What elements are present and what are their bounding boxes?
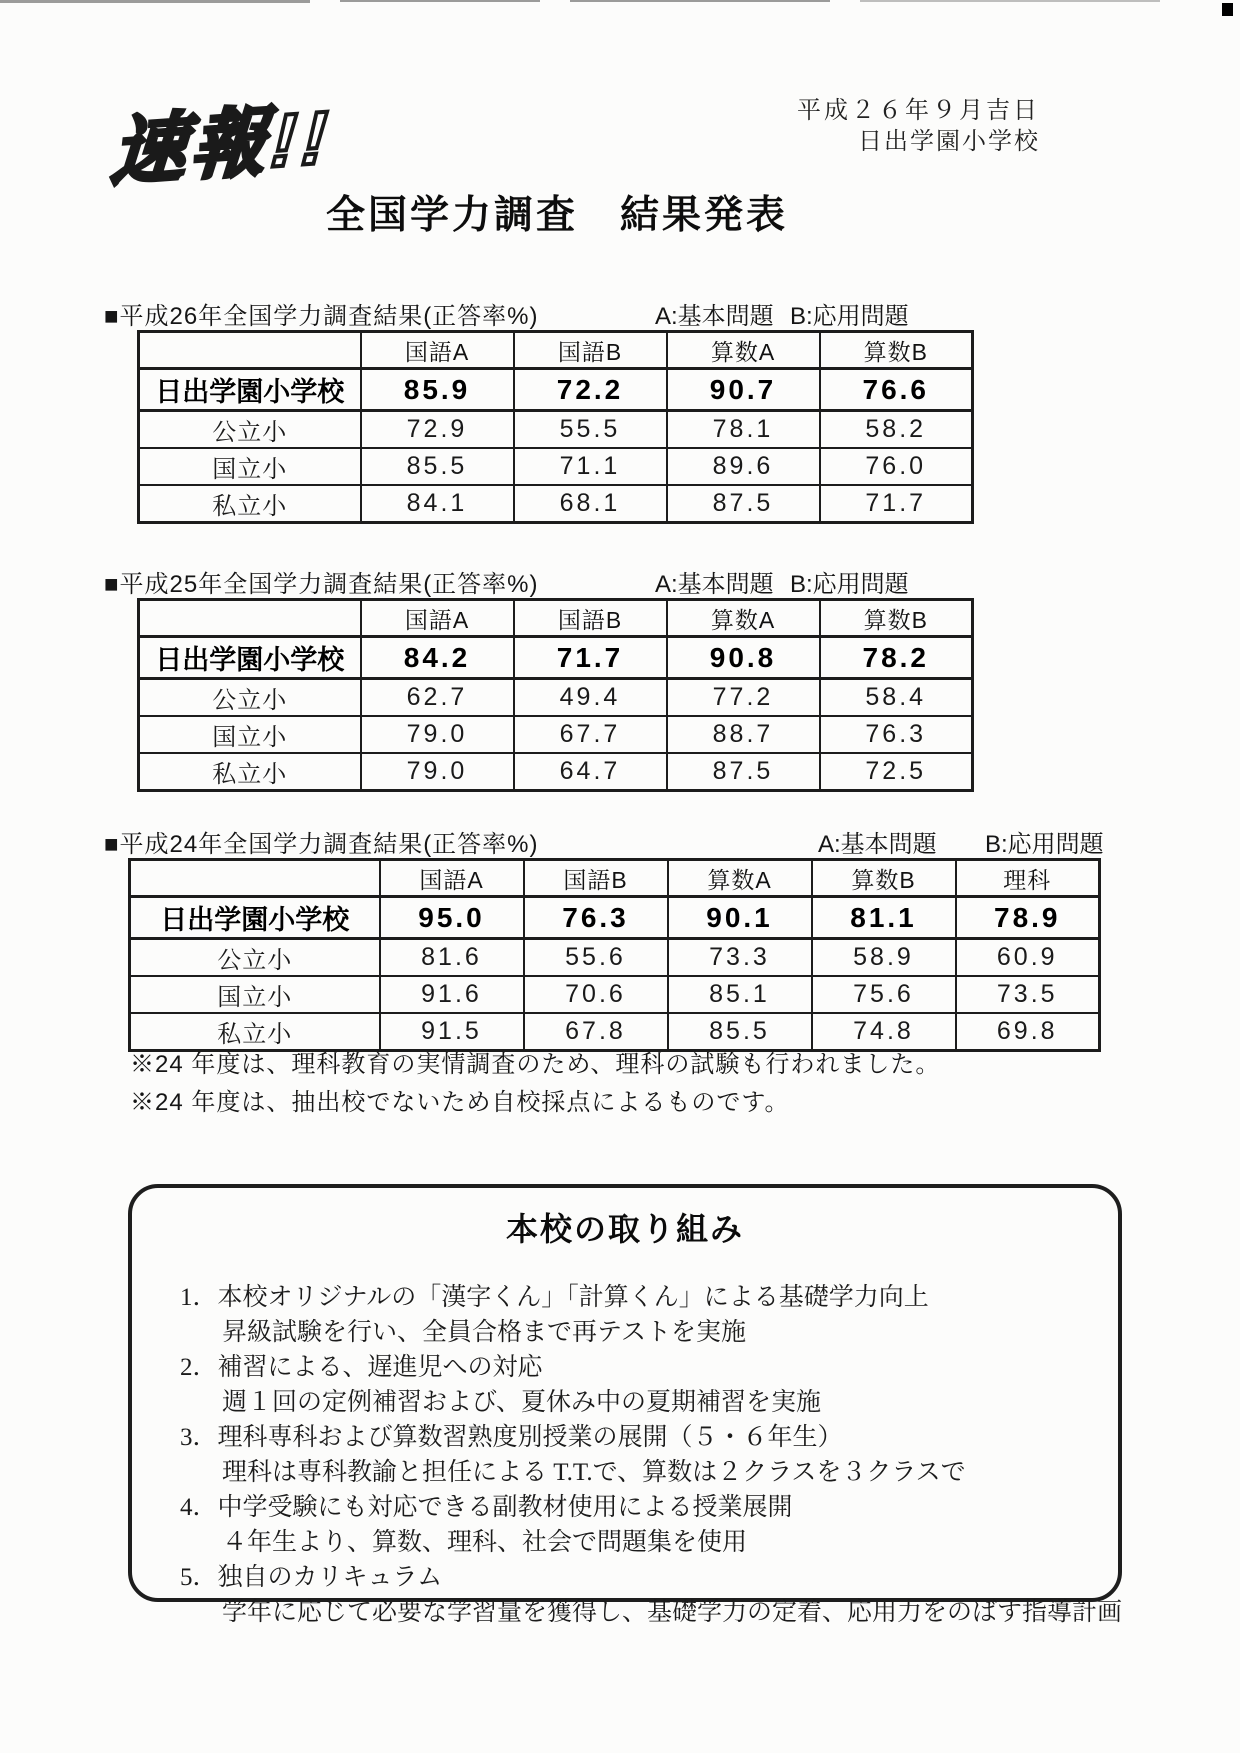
score-cell: 71.7 bbox=[514, 637, 667, 679]
score-table-h26 bbox=[137, 330, 974, 524]
sokuho-logo: 速報!! bbox=[108, 95, 336, 195]
row-label: 公立小 bbox=[139, 679, 361, 717]
score-cell: 72.9 bbox=[361, 411, 514, 449]
score-cell: 75.6 bbox=[812, 976, 956, 1013]
caption-text: ■平成24年全国学力調査結果(正答率%) bbox=[104, 831, 539, 858]
table-row bbox=[130, 939, 1100, 977]
score-cell: 64.7 bbox=[514, 753, 667, 791]
score-cell: 55.5 bbox=[514, 411, 667, 449]
score-cell: 81.1 bbox=[812, 897, 956, 939]
score-cell: 62.7 bbox=[361, 679, 514, 717]
score-cell: 90.1 bbox=[668, 897, 812, 939]
table-row bbox=[139, 411, 973, 449]
column-header: 算数A bbox=[668, 860, 812, 897]
score-cell: 67.8 bbox=[524, 1013, 668, 1051]
row-label: 私立小 bbox=[139, 753, 361, 791]
score-cell: 85.5 bbox=[668, 1013, 812, 1051]
caption-text: ■平成26年全国学力調査結果(正答率%) bbox=[104, 303, 539, 330]
column-header: 国語A bbox=[361, 332, 514, 369]
score-cell: 71.1 bbox=[514, 448, 667, 485]
score-table-h25 bbox=[137, 598, 974, 792]
table-row bbox=[130, 897, 1100, 939]
legend-basic: A:基本問題 bbox=[655, 571, 774, 598]
initiative-sub: 昇級試験を行い、全員合格まで再テストを実施 bbox=[222, 1319, 747, 1346]
column-header: 国語B bbox=[514, 332, 667, 369]
initiative-sub: 理科は専科教諭と担任による T.T.で、算数は２クラスを３クラスで bbox=[222, 1459, 966, 1486]
score-cell: 84.1 bbox=[361, 485, 514, 523]
score-cell: 79.0 bbox=[361, 753, 514, 791]
initiative-item bbox=[180, 1420, 1088, 1490]
score-cell: 78.9 bbox=[956, 897, 1100, 939]
column-header: 国語A bbox=[380, 860, 524, 897]
legend-applied: B:応用問題 bbox=[985, 831, 1104, 858]
column-header: 国語B bbox=[514, 600, 667, 637]
table-caption-h24 bbox=[0, 824, 1240, 858]
score-cell: 76.6 bbox=[820, 369, 973, 411]
column-header: 国語A bbox=[361, 600, 514, 637]
score-cell: 91.5 bbox=[380, 1013, 524, 1051]
initiative-item bbox=[180, 1490, 1088, 1560]
score-cell: 55.6 bbox=[524, 939, 668, 977]
scan-artifact bbox=[1222, 3, 1233, 16]
score-cell: 81.6 bbox=[380, 939, 524, 977]
score-cell: 87.5 bbox=[667, 485, 820, 523]
footnote-line: ※24 年度は、抽出校でないため自校採点によるものです。 bbox=[130, 1089, 790, 1116]
table-row bbox=[139, 679, 973, 717]
scan-artifact bbox=[340, 0, 540, 2]
score-cell: 49.4 bbox=[514, 679, 667, 717]
score-cell: 87.5 bbox=[667, 753, 820, 791]
initiative-item bbox=[180, 1350, 1088, 1420]
column-header bbox=[139, 332, 361, 369]
score-cell: 85.1 bbox=[668, 976, 812, 1013]
scan-artifact bbox=[570, 0, 830, 2]
score-table-h24 bbox=[128, 858, 1101, 1052]
row-label: 私立小 bbox=[139, 485, 361, 523]
table-row bbox=[139, 448, 973, 485]
legend-applied: B:応用問題 bbox=[790, 303, 909, 330]
page-title: 全国学力調査 結果発表 bbox=[325, 194, 788, 237]
row-label: 公立小 bbox=[139, 411, 361, 449]
score-cell: 77.2 bbox=[667, 679, 820, 717]
column-header: 算数B bbox=[820, 332, 973, 369]
scan-artifact bbox=[860, 0, 1160, 2]
score-cell: 89.6 bbox=[667, 448, 820, 485]
table-row bbox=[130, 976, 1100, 1013]
header-row bbox=[139, 332, 973, 369]
column-header bbox=[139, 600, 361, 637]
caption-text: ■平成25年全国学力調査結果(正答率%) bbox=[104, 571, 539, 598]
score-cell: 68.1 bbox=[514, 485, 667, 523]
score-cell: 58.9 bbox=[812, 939, 956, 977]
table-row bbox=[139, 637, 973, 679]
initiative-head: 5．独自のカリキュラム bbox=[180, 1564, 443, 1591]
column-header: 理科 bbox=[956, 860, 1100, 897]
column-header bbox=[130, 860, 380, 897]
score-cell: 72.2 bbox=[514, 369, 667, 411]
score-cell: 73.3 bbox=[668, 939, 812, 977]
row-label: 国立小 bbox=[139, 448, 361, 485]
score-cell: 91.6 bbox=[380, 976, 524, 1013]
row-label: 私立小 bbox=[130, 1013, 380, 1051]
initiatives-list bbox=[180, 1280, 1123, 1630]
initiative-sub: 週１回の定例補習および、夏休み中の夏期補習を実施 bbox=[222, 1389, 822, 1416]
score-cell: 70.6 bbox=[524, 976, 668, 1013]
score-cell: 79.0 bbox=[361, 716, 514, 753]
row-label: 日出学園小学校 bbox=[139, 369, 361, 411]
legend-applied: B:応用問題 bbox=[790, 571, 909, 598]
score-cell: 67.7 bbox=[514, 716, 667, 753]
score-cell: 76.3 bbox=[820, 716, 973, 753]
masthead bbox=[797, 96, 1040, 158]
score-cell: 69.8 bbox=[956, 1013, 1100, 1051]
school-name: 日出学園小学校 bbox=[858, 129, 1040, 155]
score-cell: 76.3 bbox=[524, 897, 668, 939]
initiative-head: 3．理科専科および算数習熟度別授業の展開（５・６年生） bbox=[180, 1424, 843, 1451]
score-cell: 72.5 bbox=[820, 753, 973, 791]
initiative-item bbox=[180, 1560, 1123, 1630]
table-caption-h26 bbox=[0, 296, 1240, 330]
column-header: 算数B bbox=[820, 600, 973, 637]
table-row bbox=[139, 716, 973, 753]
score-cell: 90.7 bbox=[667, 369, 820, 411]
legend-basic: A:基本問題 bbox=[818, 831, 937, 858]
column-header: 算数B bbox=[812, 860, 956, 897]
legend-basic: A:基本問題 bbox=[655, 303, 774, 330]
score-cell: 78.2 bbox=[820, 637, 973, 679]
score-cell: 85.5 bbox=[361, 448, 514, 485]
initiative-sub: ４年生より、算数、理科、社会で問題集を使用 bbox=[222, 1529, 748, 1556]
score-cell: 84.2 bbox=[361, 637, 514, 679]
table-caption-h25 bbox=[0, 564, 1240, 598]
score-cell: 60.9 bbox=[956, 939, 1100, 977]
row-label: 国立小 bbox=[130, 976, 380, 1013]
table-row bbox=[139, 753, 973, 791]
table-row bbox=[130, 1013, 1100, 1051]
initiative-head: 1．本校オリジナルの「漢字くん」「計算くん」による基礎学力向上 bbox=[180, 1284, 929, 1311]
score-cell: 88.7 bbox=[667, 716, 820, 753]
initiative-head: 4．中学受験にも対応できる副教材使用による授業展開 bbox=[180, 1494, 793, 1521]
score-cell: 73.5 bbox=[956, 976, 1100, 1013]
score-cell: 76.0 bbox=[820, 448, 973, 485]
initiative-item bbox=[180, 1280, 1088, 1350]
score-cell: 71.7 bbox=[820, 485, 973, 523]
header-row bbox=[139, 600, 973, 637]
score-cell: 58.4 bbox=[820, 679, 973, 717]
table-row bbox=[139, 369, 973, 411]
header-row bbox=[130, 860, 1100, 897]
column-header: 算数A bbox=[667, 600, 820, 637]
row-label: 公立小 bbox=[130, 939, 380, 977]
score-cell: 58.2 bbox=[820, 411, 973, 449]
table-row bbox=[139, 485, 973, 523]
initiative-head: 2．補習による、遅進児への対応 bbox=[180, 1354, 543, 1381]
scan-artifact bbox=[0, 0, 310, 3]
row-label: 日出学園小学校 bbox=[130, 897, 380, 939]
score-cell: 85.9 bbox=[361, 369, 514, 411]
column-header: 国語B bbox=[524, 860, 668, 897]
issue-date: 平成２６年９月吉日 bbox=[797, 98, 1040, 124]
footnotes bbox=[130, 1046, 940, 1122]
score-cell: 95.0 bbox=[380, 897, 524, 939]
score-cell: 74.8 bbox=[812, 1013, 956, 1051]
row-label: 日出学園小学校 bbox=[139, 637, 361, 679]
footnote-line: ※24 年度は、理科教育の実情調査のため、理科の試験も行われました。 bbox=[130, 1051, 941, 1078]
row-label: 国立小 bbox=[139, 716, 361, 753]
score-cell: 78.1 bbox=[667, 411, 820, 449]
initiatives-box bbox=[128, 1184, 1123, 1626]
initiative-sub: 学年に応じて必要な学習量を獲得し、基礎学力の定着、応用力をのばす指導計画 bbox=[222, 1599, 1123, 1626]
column-header: 算数A bbox=[667, 332, 820, 369]
initiatives-title: 本校の取り組み bbox=[505, 1211, 744, 1247]
score-cell: 90.8 bbox=[667, 637, 820, 679]
